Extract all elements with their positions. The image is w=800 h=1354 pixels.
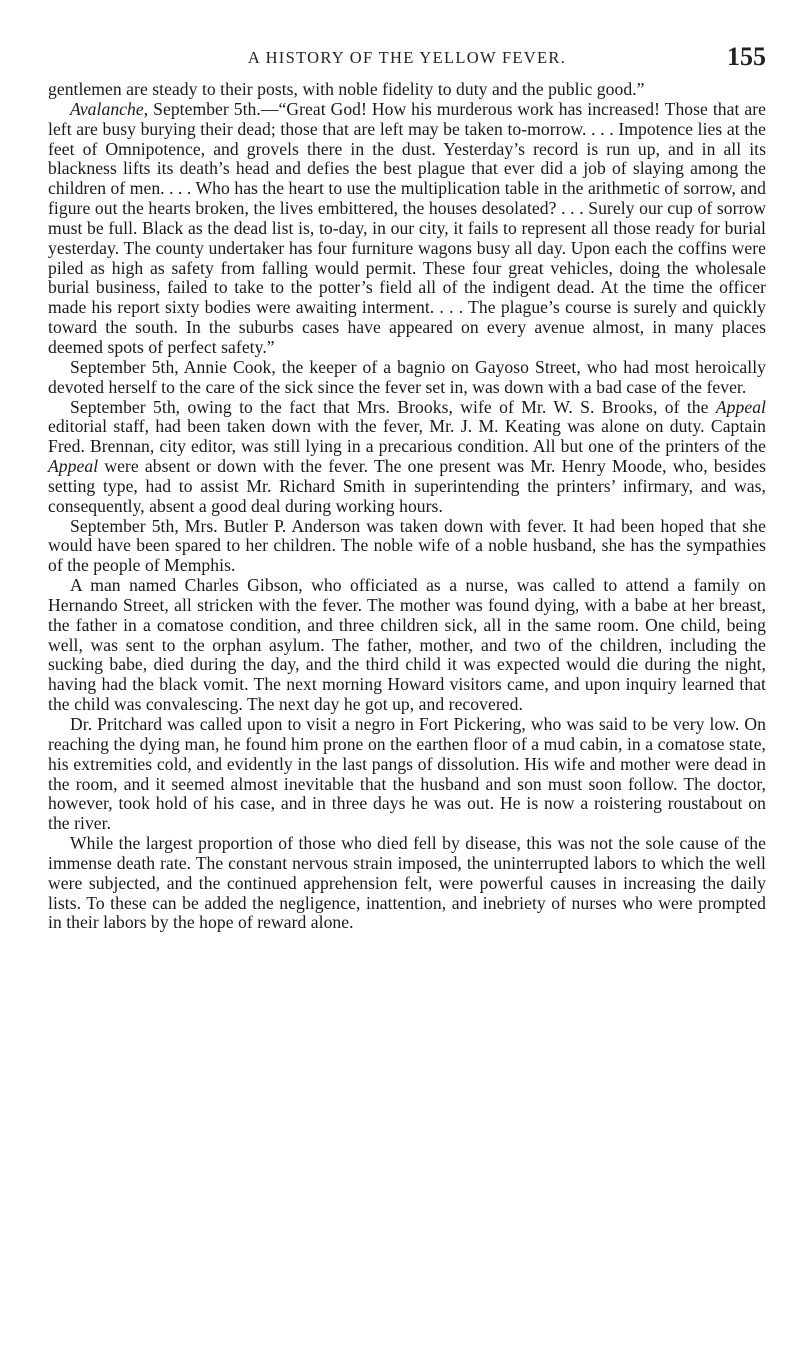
paragraph bbox=[48, 517, 766, 577]
paragraph-text: Dr. Pritchard was called upon to visit a negro in Fort Pickering, who was said to be very low. On reaching the dying man, he found him prone on the earthen floor of a mud cabin, in a comatose state, his extremities cold, and evidently in the last pangs of dissolution. His wife and mother were dead in the room, and it seemed almost inevitable that the husband and son must soon follow. The doctor, however, took hold of his case, and in three days he was out. He is now a roistering roustabout on the river. bbox=[48, 714, 766, 834]
running-title: A HISTORY OF THE YELLOW FEVER. bbox=[247, 48, 567, 67]
italic-text: Appeal bbox=[48, 456, 99, 477]
paragraph bbox=[48, 100, 766, 358]
paragraph-text: September 5th, owing to the fact that Mrs. Brooks, wife of Mr. W. S. Brooks, of the bbox=[70, 396, 716, 417]
paragraph-text: gentlemen are steady to their posts, with noble fidelity to duty and the public good.” bbox=[48, 79, 645, 99]
paragraph-text: were absent or down with the fever. The one present was Mr. Henry Moode, who, besides setting type, had to assist Mr. Richard Smith in superintending the printers’ infirmary, and was, consequently, absent a good deal during working hours. bbox=[48, 456, 766, 516]
page-number: 155 bbox=[727, 42, 766, 71]
paragraph-text: September 5th, Annie Cook, the keeper of a bagnio on Gayoso Street, who had most heroically devoted herself to the care of the sick since the fever set in, was down with a bad case of the fever. bbox=[48, 356, 766, 397]
paragraph bbox=[48, 834, 766, 933]
paragraph-text: While the largest proportion of those who died fell by disease, this was not the sole cause of the immense death rate. The constant nervous strain imposed, the uninterrupted labors to which the well were subjected, and the continued apprehension felt, were powerful causes in increasing the daily lists. To these can be added the negligence, inattention, and inebriety of nurses who were prompted in their labors by the hope of reward alone. bbox=[48, 833, 766, 933]
body-text bbox=[48, 80, 766, 933]
italic-text: Appeal bbox=[715, 396, 766, 417]
page-header bbox=[48, 40, 766, 80]
paragraph bbox=[48, 715, 766, 834]
paragraph bbox=[48, 576, 766, 715]
paragraph bbox=[48, 398, 766, 517]
paragraph-text: editorial staff, had been taken down with the fever, Mr. J. M. Keating was alone on duty. Captain Fred. Brennan, city editor, was still lying in a precarious condition. All but one of the printers of the bbox=[48, 416, 766, 457]
paragraph bbox=[48, 80, 766, 100]
paragraph bbox=[48, 358, 766, 398]
book-page bbox=[48, 40, 766, 933]
paragraph-text: , September 5th.—“Great God! How his murderous work has increased! Those that are left are busy burying their dead; those that are left may be taken to-morrow. . . . Impotence lies at the feet of Omnipotence, and grovels there in the dust. Yesterday’s record is run up, and in all its blackness lifts its death’s head and defies the best plague that ever did a job of slaying among the children of men. . . . Who has the heart to use the multiplication table in the arithmetic of sorrow, and figure out the hearts broken, the lives embittered, the houses desolated? . . . Surely our cup of sorrow must be full. Black as the dead list is, to-day, in our city, it fails to represent all those ready for burial yesterday. The county undertaker has four furniture wagons busy all day. Upon each the coffins were piled as high as safety from falling would permit. These four great vehicles, doing the wholesale burial business, failed to take to the potter’s field all of the indigent dead. At the time the officer made his report sixty bodies were awaiting interment. . . . The plague’s course is surely and quickly toward the south. In the suburbs cases have appeared on every avenue almost, in many places deemed spots of perfect safety.” bbox=[48, 98, 766, 357]
italic-text: Avalanche bbox=[70, 98, 144, 119]
paragraph-text: A man named Charles Gibson, who officiated as a nurse, was called to attend a family on Hernando Street, all stricken with the fever. The mother was found dying, with a babe at her breast, the father in a comatose condition, and three children sick, all in the same room. One child, being well, was sent to the orphan asylum. The father, mother, and two of the children, including the sucking babe, died during the day, and the third child it was expected would die during the night, having had the black vomit. The next morning Howard visitors came, and upon inquiry learned that the child was convalescing. The next day he got up, and recovered. bbox=[48, 575, 766, 715]
paragraph-text: September 5th, Mrs. Butler P. Anderson was taken down with fever. It had been hoped that she would have been spared to her children. The noble wife of a noble husband, she has the sympathies of the people of Memphis. bbox=[48, 515, 766, 576]
